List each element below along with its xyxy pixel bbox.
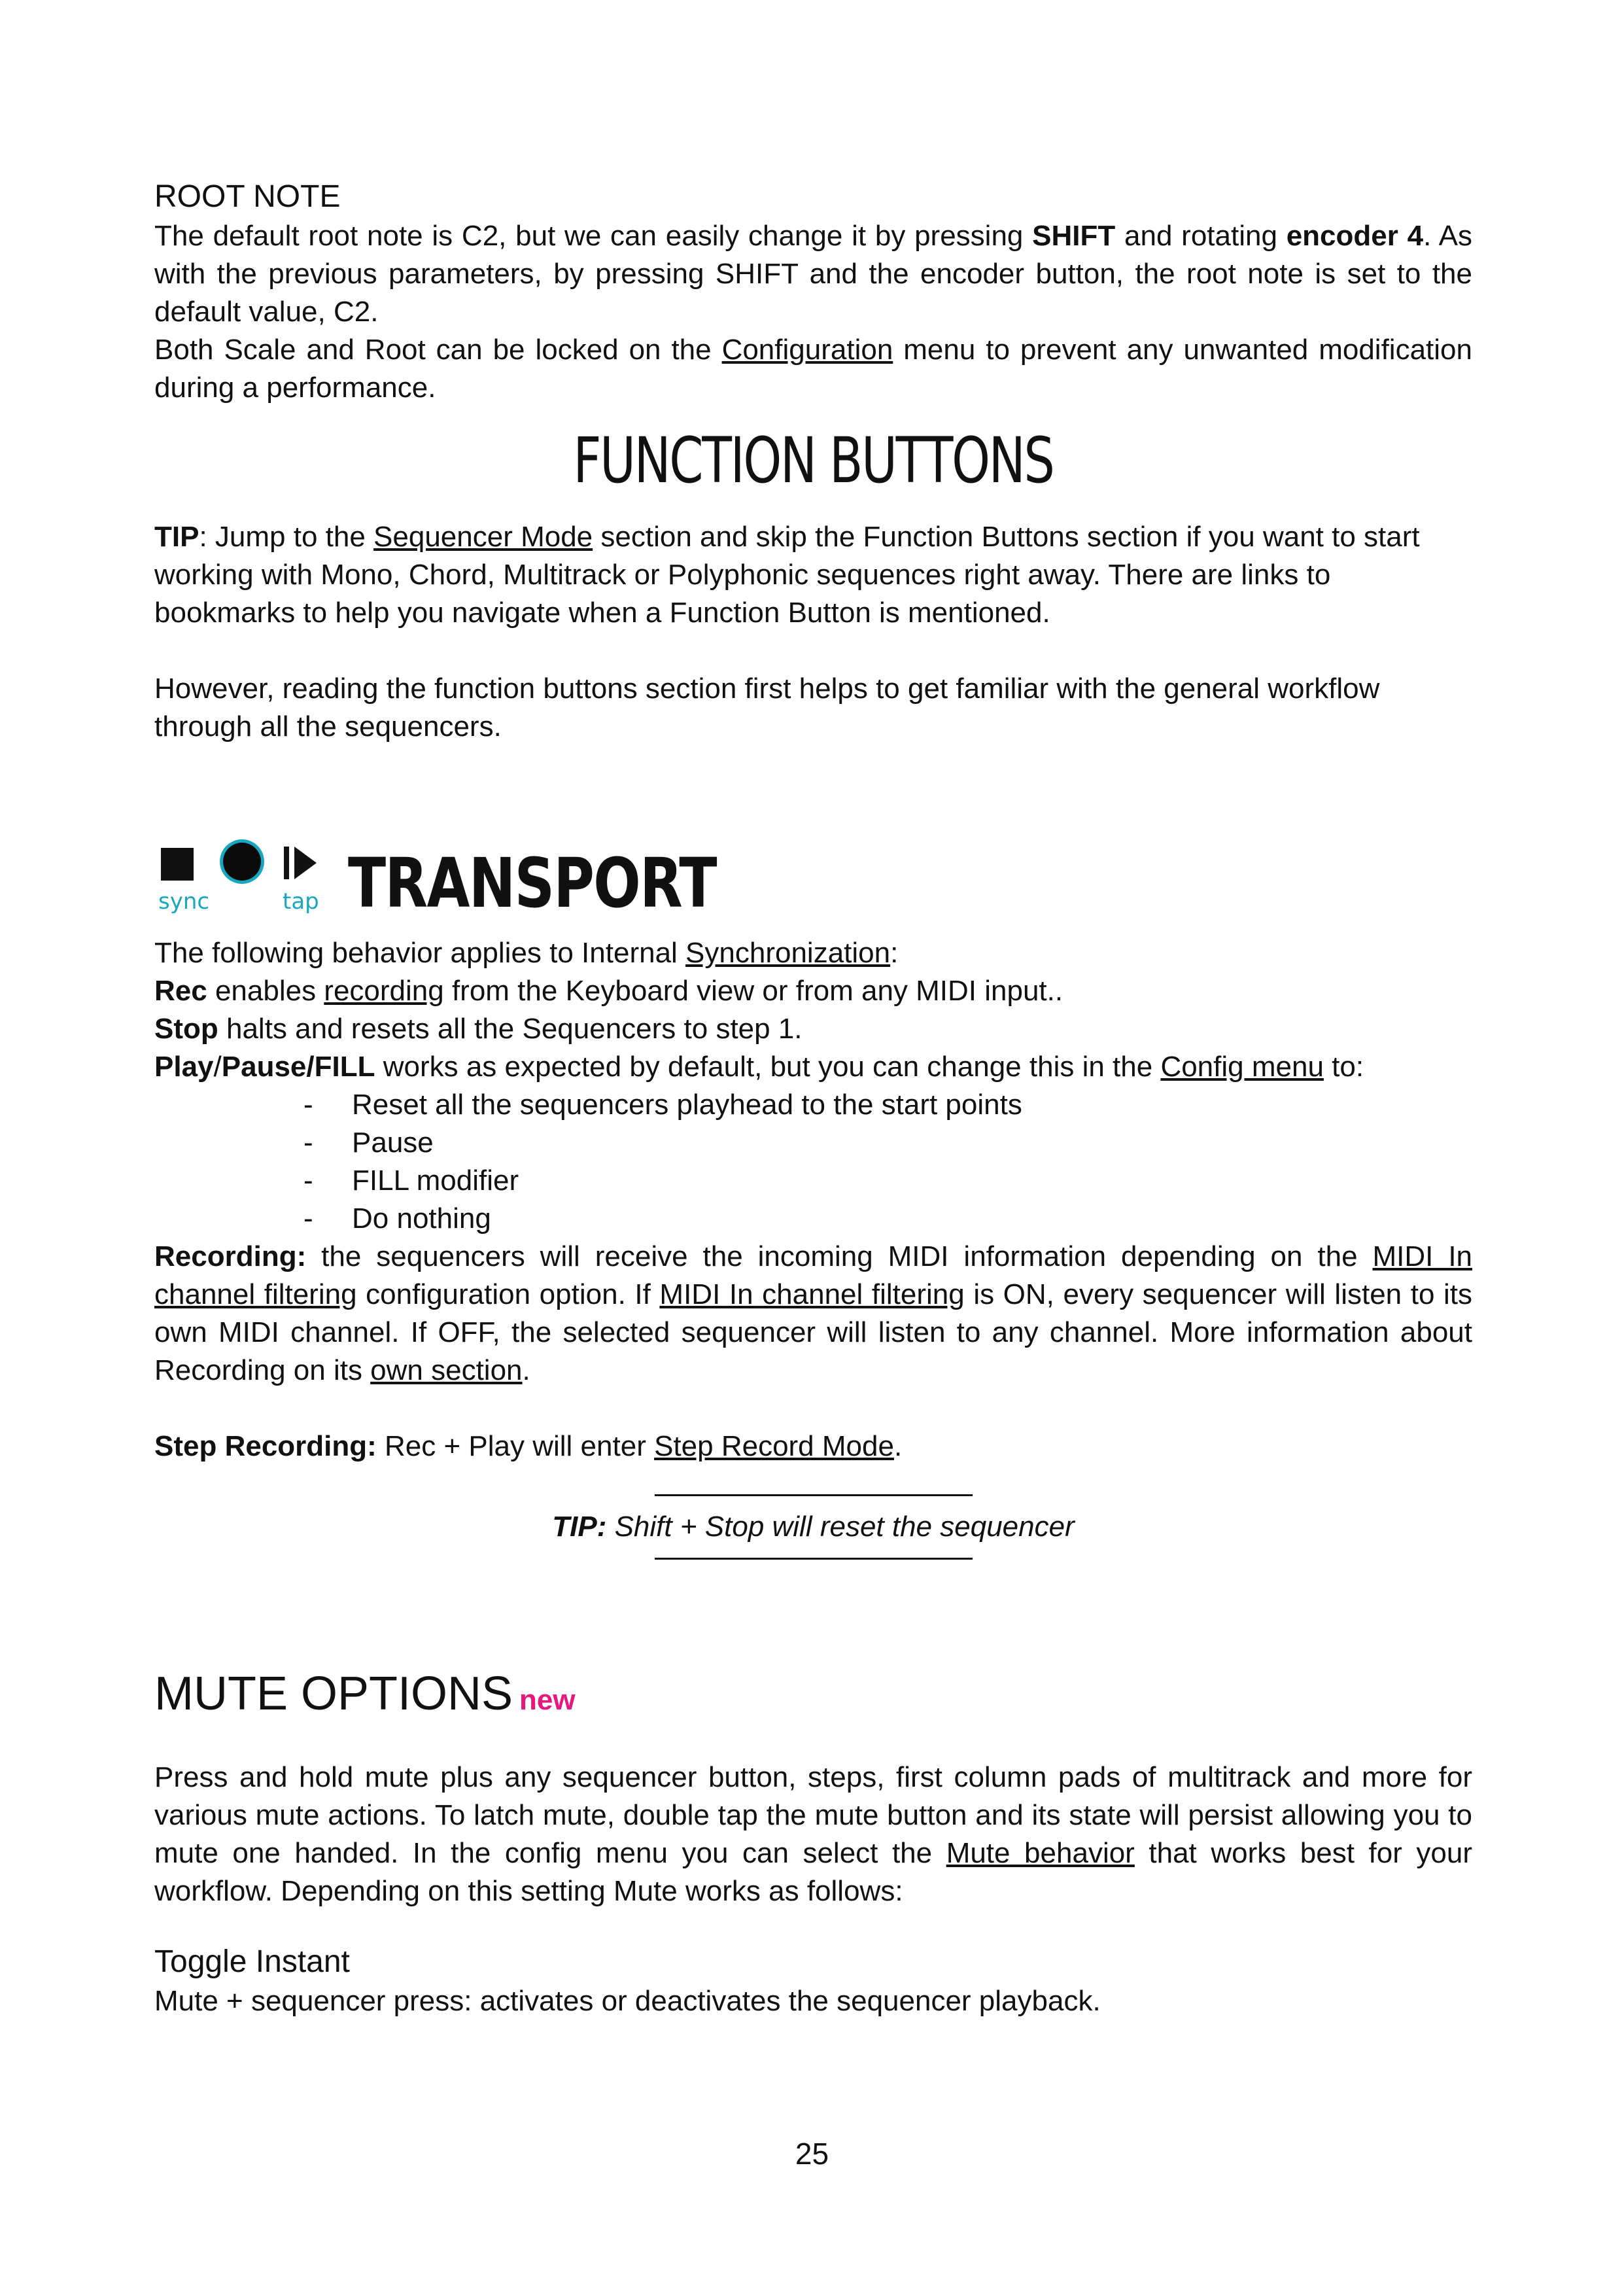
record-icon bbox=[216, 824, 275, 922]
configuration-link[interactable]: Configuration bbox=[721, 334, 893, 366]
mute-paragraph bbox=[154, 1759, 1472, 1910]
text-run: and rotating bbox=[1115, 220, 1287, 252]
sequencer-mode-link[interactable]: Sequencer Mode bbox=[373, 521, 593, 553]
new-badge: new bbox=[519, 1684, 576, 1716]
text-run: to: bbox=[1323, 1051, 1364, 1083]
text-run: Shift + Stop will reset the sequencer bbox=[606, 1511, 1075, 1543]
text-run: / bbox=[213, 1051, 222, 1083]
tap-label: tap bbox=[283, 888, 319, 915]
mute-title-text: MUTE OPTIONS bbox=[154, 1668, 513, 1720]
divider bbox=[655, 1494, 973, 1496]
page-number: 25 bbox=[795, 2137, 829, 2171]
list-item: - Pause bbox=[303, 1124, 1472, 1162]
step-record-mode-link[interactable]: Step Record Mode bbox=[654, 1430, 894, 1462]
function-buttons-heading: FUNCTION BUTTONS bbox=[573, 424, 1054, 497]
text-run: is ON, every sequencer will listen to its own MIDI channel. If OFF, the selected sequencer will listen to any channel. More information about Recording on its bbox=[154, 1278, 1473, 1386]
transport-header bbox=[154, 824, 1472, 922]
recording-paragraph bbox=[154, 1238, 1472, 1390]
recording-link[interactable]: recording bbox=[324, 975, 444, 1007]
own-section-link[interactable]: own section bbox=[370, 1354, 523, 1386]
midi-in-channel-filtering-link[interactable]: MIDI In channel filtering bbox=[659, 1278, 965, 1310]
pause-fill-label: Pause/FILL bbox=[221, 1051, 375, 1083]
rec-line bbox=[154, 972, 1472, 1010]
midi-in-channel-filtering-link[interactable]: MIDI In channel filtering bbox=[154, 1240, 1473, 1310]
root-note-heading: ROOT NOTE bbox=[154, 179, 341, 214]
text-run: Press and hold mute plus any sequencer button, steps, first column pads of multitrack and more for various mute actions. To latch mute, double tap the mute button and its state will persist allowing you to mute one handed. In the config menu you can select the bbox=[154, 1761, 1472, 1869]
text-run: enables bbox=[207, 975, 324, 1007]
text-run: from the Keyboard view or from any MIDI input.. bbox=[443, 975, 1063, 1007]
text-run: : bbox=[890, 937, 899, 969]
toggle-instant-heading: Toggle Instant bbox=[154, 1944, 350, 1979]
text-run: that works best for your workflow. Depending on this setting Mute works as follows: bbox=[154, 1837, 1472, 1907]
tip-text bbox=[154, 1508, 1472, 1546]
transport-title: TRANSPORT bbox=[348, 843, 716, 923]
tip-label: TIP bbox=[154, 521, 199, 553]
mute-behavior-link[interactable]: Mute behavior bbox=[946, 1837, 1135, 1869]
stop-icon-block bbox=[154, 824, 213, 922]
list-item: - FILL modifier bbox=[303, 1162, 1472, 1200]
text-run: configuration option. If bbox=[356, 1278, 660, 1310]
stop-line bbox=[154, 1010, 1472, 1048]
divider bbox=[655, 1558, 973, 1560]
text-run: menu to prevent any unwanted modification during a performance. bbox=[154, 334, 1472, 404]
transport-intro bbox=[154, 934, 1472, 972]
text-run: . As with the previous parameters, by pressing SHIFT and the encoder button, the root note is set to the default value, C2. bbox=[154, 220, 1472, 328]
text-run: Rec + Play will enter bbox=[376, 1430, 655, 1462]
list-item: - Reset all the sequencers playhead to the start points bbox=[303, 1086, 1472, 1124]
play-options-list bbox=[154, 1086, 1472, 1238]
play-label: Play bbox=[154, 1051, 214, 1083]
sync-label: sync bbox=[158, 888, 210, 915]
config-menu-link[interactable]: Config menu bbox=[1160, 1051, 1324, 1083]
shift-label: SHIFT bbox=[1032, 220, 1116, 252]
step-recording-line bbox=[154, 1428, 1472, 1465]
stop-label: Stop bbox=[154, 1013, 218, 1045]
text-run: . bbox=[522, 1354, 530, 1386]
lock-paragraph bbox=[154, 331, 1472, 407]
shift-stop-tip bbox=[154, 1494, 1472, 1560]
root-note-paragraph bbox=[154, 217, 1472, 331]
text-run: works as expected by default, but you can change this in the bbox=[375, 1051, 1161, 1083]
text-run: The default root note is C2, but we can easily change it by pressing bbox=[154, 220, 1033, 252]
step-recording-label: Step Recording: bbox=[154, 1430, 377, 1462]
text-run: : Jump to the bbox=[199, 521, 374, 553]
text-run: the sequencers will receive the incoming MIDI information depending on the bbox=[306, 1240, 1373, 1272]
play-icon-block bbox=[277, 824, 330, 922]
encoder-label: encoder 4 bbox=[1286, 220, 1424, 252]
tip-paragraph bbox=[154, 518, 1472, 632]
however-paragraph: However, reading the function buttons section first helps to get familiar with the general workflow through all the sequencers. bbox=[154, 673, 1380, 743]
text-run: The following behavior applies to Internal bbox=[154, 937, 686, 969]
record-icon-block bbox=[216, 824, 275, 922]
list-item: - Do nothing bbox=[303, 1200, 1472, 1238]
mute-options-heading bbox=[154, 1664, 1472, 1730]
text-run: section and skip the Function Buttons section if you want to start working with Mono, Chord, Multitrack or Polyphonic sequences right away. There are links to bookmarks to help you navigate when a Function Button is mentioned. bbox=[154, 521, 1420, 629]
text-run: Both Scale and Root can be locked on the bbox=[154, 334, 722, 366]
text-run: . bbox=[893, 1430, 903, 1462]
page-content bbox=[154, 177, 1472, 2020]
toggle-instant-text: Mute + sequencer press: activates or deactivates the sequencer playback. bbox=[154, 1985, 1101, 2017]
play-line bbox=[154, 1048, 1472, 1086]
recording-label: Recording: bbox=[154, 1240, 307, 1272]
tip-label: TIP: bbox=[552, 1511, 607, 1543]
text-run: halts and resets all the Sequencers to step 1. bbox=[218, 1013, 803, 1045]
rec-label: Rec bbox=[154, 975, 207, 1007]
synchronization-link[interactable]: Synchronization bbox=[685, 937, 891, 969]
